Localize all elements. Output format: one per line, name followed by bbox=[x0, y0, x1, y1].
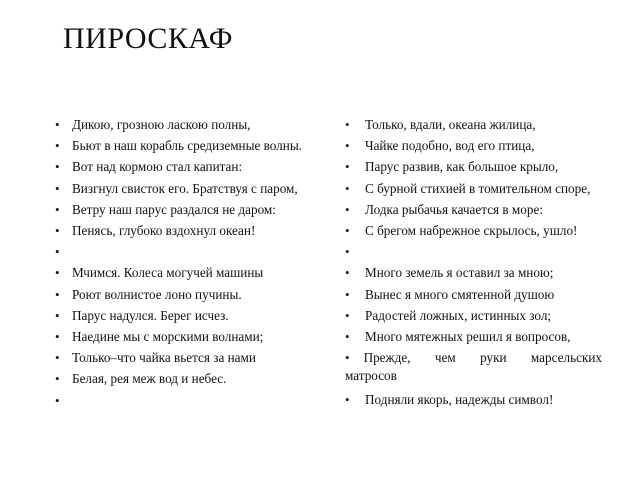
bullet-icon: • bbox=[55, 307, 60, 323]
verse-line: • Лодка рыбачья качается в море: bbox=[345, 199, 602, 220]
verse-line-empty bbox=[55, 241, 325, 262]
verse-line-wrapped: • Прежде, чем руки марсельских матросов bbox=[345, 350, 602, 384]
bullet-icon: • bbox=[345, 223, 350, 239]
verse-line: • Только–что чайка вьется за нами bbox=[55, 347, 325, 368]
bullet-icon: • bbox=[55, 265, 60, 281]
verse-line: • Много земель я оставил за мною; bbox=[345, 262, 602, 283]
verse-line: • С бурной стихией в томительном споре, bbox=[345, 178, 602, 199]
bullet-icon: • bbox=[55, 117, 60, 132]
bullet-icon: • bbox=[55, 223, 60, 239]
verse-line: • Парус развив, как большое крыло, bbox=[345, 156, 602, 177]
bullet-icon: • bbox=[345, 265, 350, 281]
bullet-icon: • bbox=[55, 350, 60, 366]
bullet-icon: • bbox=[55, 244, 60, 260]
verse-line-empty bbox=[345, 241, 602, 262]
bullet-icon: • bbox=[55, 201, 60, 217]
verse-line: • Наедине мы с морскими волнами; bbox=[55, 326, 325, 347]
bullet-icon: • bbox=[345, 138, 350, 154]
bullet-icon: • bbox=[345, 329, 350, 345]
verse-line-empty bbox=[55, 390, 325, 411]
bullet-icon: • bbox=[55, 371, 60, 387]
verse-line-continuation: матросов bbox=[345, 368, 397, 384]
verse-line: • Дикою, грозною ласкою полны, bbox=[55, 114, 325, 135]
bullet-icon: • bbox=[345, 392, 350, 408]
right-verse-list bbox=[345, 114, 602, 410]
left-verse-list bbox=[55, 114, 325, 411]
bullet-icon: • bbox=[55, 329, 60, 345]
verse-line: • Чайке подобно, вод его птица, bbox=[345, 135, 602, 156]
verse-line: • Бьют в наш корабль средиземные волны. bbox=[55, 135, 325, 156]
verse-line: • Радостей ложных, истинных зол; bbox=[345, 305, 602, 326]
bullet-icon: • bbox=[55, 138, 60, 154]
verse-line: • Подняли якорь, надежды символ! bbox=[345, 389, 602, 410]
bullet-icon: • bbox=[55, 286, 60, 302]
verse-line: • Вынес я много смятенной душою bbox=[345, 284, 602, 305]
verse-line: • Роют волнистое лоно пучины. bbox=[55, 284, 325, 305]
bullet-icon: • bbox=[345, 117, 350, 132]
bullet-icon: • bbox=[345, 159, 350, 175]
verse-line: • Визгнул свисток его. Братствуя с паром, bbox=[55, 178, 325, 199]
verse-line: • Белая, рея меж вод и небес. bbox=[55, 368, 325, 389]
bullet-icon: • bbox=[55, 392, 60, 408]
bullet-icon: • bbox=[345, 350, 350, 366]
verse-line: • С брегом набрежное скрылось, ушло! bbox=[345, 220, 602, 241]
verse-line: • Мчимся. Колеса могучей машины bbox=[55, 262, 325, 283]
verse-line: • Вот над кормою стал капитан: bbox=[55, 156, 325, 177]
verse-line: • Только, вдали, океана жилица, bbox=[345, 114, 602, 135]
bullet-icon: • bbox=[345, 286, 350, 302]
verse-line: • Много мятежных решил я вопросов, bbox=[345, 326, 602, 347]
bullet-icon: • bbox=[345, 307, 350, 323]
verse-line: • Пенясь, глубоко вздохнул океан! bbox=[55, 220, 325, 241]
verse-line: • Парус надулся. Берег исчез. bbox=[55, 305, 325, 326]
verse-line: • Ветру наш парус раздался не даром: bbox=[55, 199, 325, 220]
bullet-icon: • bbox=[55, 180, 60, 196]
bullet-icon: • bbox=[345, 180, 350, 196]
bullet-icon: • bbox=[55, 159, 60, 175]
bullet-icon: • bbox=[345, 201, 350, 217]
slide-title: ПИРОСКАФ bbox=[63, 22, 233, 55]
bullet-icon: • bbox=[345, 244, 350, 260]
